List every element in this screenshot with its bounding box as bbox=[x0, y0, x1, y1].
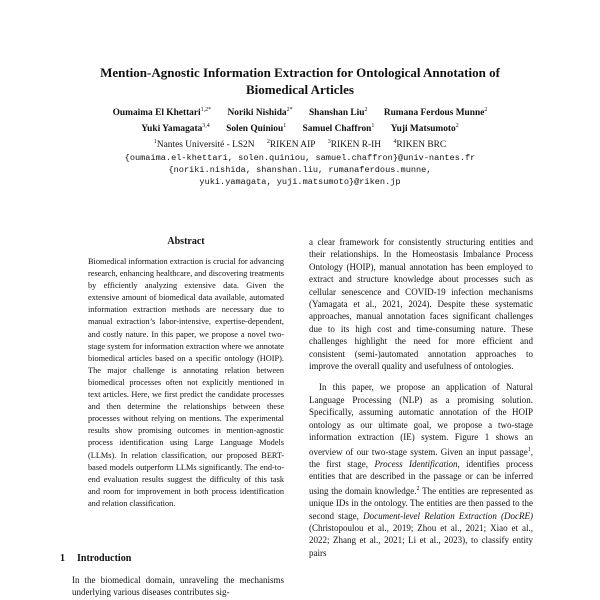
paper-title bbox=[60, 64, 540, 98]
affiliation: $^1$Nantes Université - LS2N bbox=[153, 139, 255, 151]
stage-name: Process Identification bbox=[374, 458, 458, 469]
affiliation: $^4$RIKEN BRC bbox=[393, 139, 447, 151]
affiliation: $^2$RIKEN AIP bbox=[266, 139, 316, 151]
author-line-1 bbox=[30, 104, 570, 120]
stage-name: Document-level Relation Extraction (DocRE) bbox=[363, 510, 534, 521]
email-line: {noriki.nishida, shanshan.liu, rumanaferdous.munne, bbox=[168, 165, 432, 176]
title-line-2: Biomedical Articles bbox=[246, 82, 354, 97]
author: Yuki Yamagata$^{3,4}$ bbox=[141, 123, 210, 135]
footnote-marker[interactable]: 2 bbox=[416, 485, 420, 492]
abstract-heading: Abstract bbox=[167, 236, 205, 247]
section-title: Introduction bbox=[77, 553, 132, 564]
title-line-1: Mention-Agnostic Information Extraction for Ontological Annotation of bbox=[100, 65, 500, 80]
author: Yuji Matsumoto$^2$ bbox=[390, 123, 459, 135]
author: Oumaima El Khettari$^{1,2*}$ bbox=[112, 107, 212, 119]
affiliations bbox=[30, 136, 570, 152]
abstract-text: Biomedical information extraction is crucial for advancing research, enhancing healthcare, and discovering treatments by efficiently analyzing extensive data. Given the extensive amount of biomedical data available, automated information extraction methods are necessary due to manual extraction’s labor-intensive, expertise-dependent, and costly nature. In this paper, we propose a novel two-stage system for information extraction where we annotate biomedical articles based on a specific ontology (HOIP). The major challenge is annotating relation between biomedical processes often not explicitly mentioned in text articles. Here, we first predict the candidate processes and then determine the relationships between these processes without relying on mentions. The experimental results show promising outcomes in mention-agnostic process identification using Large Language Models (LLMs). In relation classification, our proposed BERT-based models outperform LLMs significantly. The end-to-end evaluation results suggest the difficulty of this task and room for improvement in both process identification and relation classification. bbox=[88, 257, 284, 508]
right-column bbox=[309, 236, 533, 559]
author-block bbox=[30, 104, 570, 188]
email-line: {oumaima.el-khettari, solen.quiniou, samuel.chaffron}@univ-nantes.fr bbox=[124, 153, 476, 164]
author: Shanshan Liu$^2$ bbox=[308, 107, 368, 119]
abstract-column bbox=[88, 236, 284, 510]
author: Samuel Chaffron$^1$ bbox=[302, 123, 375, 135]
author: Noriki Nishida$^{2*}$ bbox=[227, 107, 293, 119]
section-number: 1 bbox=[60, 553, 65, 564]
section-heading-introduction bbox=[60, 553, 131, 564]
email-line: yuki.yamagata, yuji.matsumoto}@riken.jp bbox=[199, 177, 401, 188]
body-paragraph-1: a clear framework for consistently structuring entities and their relationships. In the Homeostasis Imbalance Process Ontology (HOIP), manual annotation has been employed to extract and structure knowledge about processes such as cellular senescence and COVID-19 infection mechanisms (Yamagata et al., 2021, 2024). Despite these systematic approaches, manual annotation faces significant challenges due to its high cost and time-consuming nature. These challenges highlight the need for more efficient and consistent (semi-)automated annotation approaches to improve the overall quality and usefulness of ontologies. bbox=[309, 237, 533, 372]
author: Rumana Ferdous Munne$^2$ bbox=[383, 107, 488, 119]
intro-paragraph: In the biomedical domain, unraveling the mechanisms underlying various diseases contributes sig- bbox=[72, 575, 284, 598]
author: Solen Quiniou$^1$ bbox=[226, 123, 287, 135]
body-paragraph-2: In this paper, we propose an application of Natural Language Processing (NLP) as a promising solution. Specifically, assuming automatic annotation of the HOIP ontology as our ultimate goal, we propose a two-stage information extraction (IE) system. Figure 1 shows an overview of our two-stage system. Given an input passage$^1$, the first stage, Process Identification, identifies process entities that are described in the passage or can be inferred using the domain knowledge.$^2$ The entities are represented as unique IDs in the ontology. The entities are then passed to the second stage, Document-level Relation Extraction (DocRE) (Christopoulou et al., 2019; Zhou et al., 2021; Xiao et al., 2022; Zhang et al., 2021; Li et al., 2023), to classify entity pairs bbox=[309, 382, 534, 558]
author-line-2 bbox=[30, 120, 570, 136]
footnote-marker[interactable]: 1 bbox=[527, 446, 531, 453]
affiliation: $^3$RIKEN R-IH bbox=[327, 139, 382, 151]
